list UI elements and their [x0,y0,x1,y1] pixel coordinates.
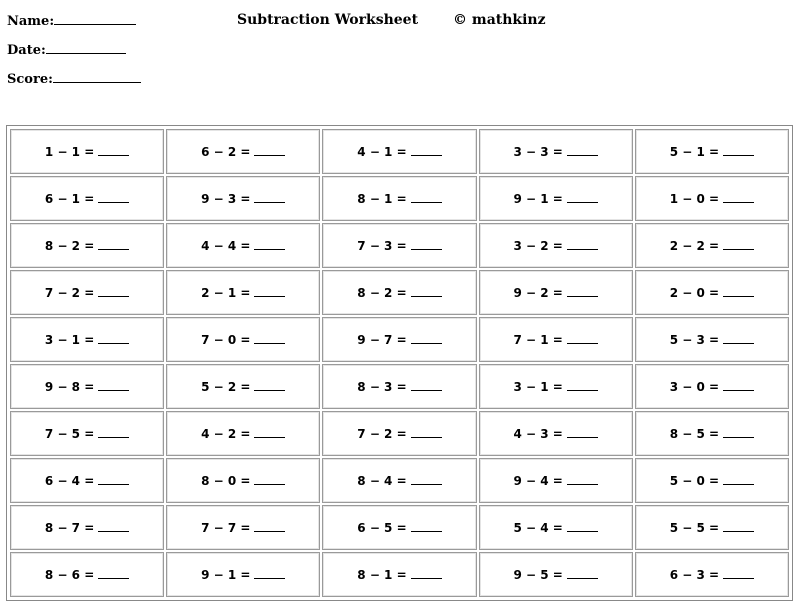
problem-expression: 8 − 7 = [44,520,95,535]
problem-cell [479,505,633,550]
name-label: Name: [7,14,55,29]
problem-cell [166,223,320,268]
problem-cell [635,270,789,315]
problem-expression: 5 − 3 = [669,332,720,347]
problem-expression: 8 − 0 = [201,473,251,488]
problem-expression: 9 − 2 = [513,285,563,300]
problem-expression: 8 − 4 = [357,473,407,488]
problem-expression: 6 − 3 = [669,567,720,582]
problem-expression: 8 − 1 = [357,567,407,582]
problem-cell [635,458,789,503]
answer-blank[interactable] [254,240,285,250]
problem-expression: 9 − 1 = [201,567,251,582]
answer-blank[interactable] [567,522,598,532]
problem-expression: 8 − 2 = [357,285,407,300]
answer-blank[interactable] [254,475,285,485]
problem-expression: 9 − 7 = [357,332,407,347]
problem-grid [6,125,793,601]
problem-cell [10,411,164,456]
problem-cell [479,270,633,315]
problem-expression: 6 − 4 = [44,473,95,488]
date-field [7,41,126,59]
answer-blank[interactable] [254,522,285,532]
problem-expression: 9 − 3 = [201,191,251,206]
answer-blank[interactable] [411,522,442,532]
answer-blank[interactable] [98,522,129,532]
problem-cell [635,317,789,362]
problem-expression: 9 − 1 = [513,191,563,206]
problem-cell [479,223,633,268]
problem-expression: 6 − 1 = [44,191,95,206]
problem-expression: 8 − 1 = [357,191,407,206]
problem-expression: 2 − 2 = [669,238,720,253]
problem-cell [166,505,320,550]
problem-cell [322,270,476,315]
date-blank-line[interactable] [46,41,126,54]
problem-cell [322,223,476,268]
problem-cell [166,552,320,597]
problem-cell [322,552,476,597]
problem-cell [166,458,320,503]
problem-cell [10,223,164,268]
problem-row [10,129,789,174]
problem-row [10,317,789,362]
score-blank-line[interactable] [53,70,141,83]
name-field [7,12,136,30]
answer-blank[interactable] [411,287,442,297]
problem-cell [635,411,789,456]
problem-expression: 9 − 5 = [513,567,563,582]
problem-expression: 3 − 1 = [513,379,563,394]
problem-cell [479,411,633,456]
answer-blank[interactable] [254,381,285,391]
problem-expression: 1 − 0 = [669,191,720,206]
problem-expression: 4 − 3 = [513,426,563,441]
problem-expression: 8 − 2 = [44,238,95,253]
problem-expression: 2 − 1 = [201,285,251,300]
problem-expression: 4 − 4 = [201,238,251,253]
answer-blank[interactable] [411,475,442,485]
answer-blank[interactable] [411,240,442,250]
problem-expression: 4 − 1 = [357,144,407,159]
problem-cell [322,411,476,456]
answer-blank[interactable] [98,334,129,344]
problem-cell [479,458,633,503]
problem-expression: 3 − 2 = [513,238,563,253]
problem-expression: 4 − 2 = [201,426,251,441]
problem-cell [10,505,164,550]
answer-blank[interactable] [723,381,754,391]
problem-expression: 2 − 0 = [669,285,720,300]
answer-blank[interactable] [723,569,754,579]
problem-expression: 9 − 8 = [44,379,95,394]
problem-cell [166,411,320,456]
answer-blank[interactable] [567,381,598,391]
problem-expression: 5 − 1 = [669,144,720,159]
problem-row [10,411,789,456]
problem-row [10,223,789,268]
answer-blank[interactable] [411,193,442,203]
answer-blank[interactable] [567,475,598,485]
answer-blank[interactable] [723,475,754,485]
problem-cell [322,364,476,409]
problem-cell [10,458,164,503]
answer-blank[interactable] [411,569,442,579]
answer-blank[interactable] [254,569,285,579]
problem-cell [166,129,320,174]
problem-cell [635,552,789,597]
problem-expression: 8 − 6 = [44,567,95,582]
problem-expression: 5 − 5 = [669,520,720,535]
problem-cell [166,176,320,221]
problem-row [10,458,789,503]
problem-cell [479,176,633,221]
problem-cell [10,317,164,362]
score-field [7,70,141,88]
problem-cell [322,317,476,362]
answer-blank[interactable] [411,146,442,156]
problem-expression: 5 − 4 = [513,520,563,535]
answer-blank[interactable] [98,428,129,438]
answer-blank[interactable] [567,569,598,579]
answer-blank[interactable] [411,334,442,344]
name-blank-line[interactable] [54,12,136,25]
score-label: Score: [7,72,53,87]
problem-row [10,552,789,597]
problem-expression: 7 − 0 = [201,332,251,347]
answer-blank[interactable] [567,193,598,203]
problem-cell [10,364,164,409]
problem-cell [322,505,476,550]
problem-cell [322,458,476,503]
problem-cell [166,270,320,315]
problem-cell [635,223,789,268]
problem-row [10,176,789,221]
problem-cell [635,129,789,174]
answer-blank[interactable] [723,287,754,297]
problem-row [10,364,789,409]
problem-cell [10,270,164,315]
answer-blank[interactable] [254,193,285,203]
answer-blank[interactable] [723,193,754,203]
problem-cell [322,129,476,174]
problem-expression: 3 − 3 = [513,144,563,159]
answer-blank[interactable] [98,146,129,156]
problem-expression: 6 − 2 = [201,144,251,159]
date-label: Date: [7,43,46,58]
problem-cell [10,552,164,597]
answer-blank[interactable] [723,146,754,156]
answer-blank[interactable] [254,334,285,344]
problem-cell [479,552,633,597]
worksheet-title: Subtraction Worksheet [237,12,419,28]
answer-blank[interactable] [254,287,285,297]
answer-blank[interactable] [567,334,598,344]
problem-expression: 7 − 7 = [201,520,251,535]
answer-blank[interactable] [98,475,129,485]
answer-blank[interactable] [567,146,598,156]
copyright-notice: © mathkinz [453,12,546,28]
answer-blank[interactable] [567,240,598,250]
problem-cell [322,176,476,221]
answer-blank[interactable] [411,381,442,391]
answer-blank[interactable] [98,240,129,250]
problem-cell [479,129,633,174]
problem-expression: 8 − 3 = [357,379,407,394]
problem-expression: 9 − 4 = [513,473,563,488]
problem-expression: 7 − 2 = [357,426,407,441]
answer-blank[interactable] [254,428,285,438]
problem-row [10,270,789,315]
problem-row [10,505,789,550]
problem-cell [635,364,789,409]
answer-blank[interactable] [411,428,442,438]
problem-expression: 1 − 1 = [44,144,95,159]
answer-blank[interactable] [723,240,754,250]
answer-blank[interactable] [254,146,285,156]
problem-expression: 3 − 1 = [44,332,95,347]
problem-expression: 7 − 5 = [44,426,95,441]
problem-expression: 7 − 1 = [513,332,563,347]
answer-blank[interactable] [723,522,754,532]
problem-cell [479,317,633,362]
answer-blank[interactable] [98,287,129,297]
problem-table [8,127,791,599]
problem-cell [635,505,789,550]
answer-blank[interactable] [567,287,598,297]
problem-cell [479,364,633,409]
problem-expression: 7 − 3 = [357,238,407,253]
problem-expression: 7 − 2 = [44,285,95,300]
problem-cell [10,129,164,174]
problem-cell [10,176,164,221]
answer-blank[interactable] [723,334,754,344]
answer-blank[interactable] [98,193,129,203]
problem-expression: 5 − 2 = [201,379,251,394]
problem-cell [166,364,320,409]
answer-blank[interactable] [98,381,129,391]
problem-expression: 5 − 0 = [669,473,720,488]
problem-expression: 6 − 5 = [357,520,407,535]
problem-cell [166,317,320,362]
problem-cell [635,176,789,221]
problem-expression: 3 − 0 = [669,379,720,394]
answer-blank[interactable] [567,428,598,438]
answer-blank[interactable] [98,569,129,579]
answer-blank[interactable] [723,428,754,438]
problem-expression: 8 − 5 = [669,426,720,441]
